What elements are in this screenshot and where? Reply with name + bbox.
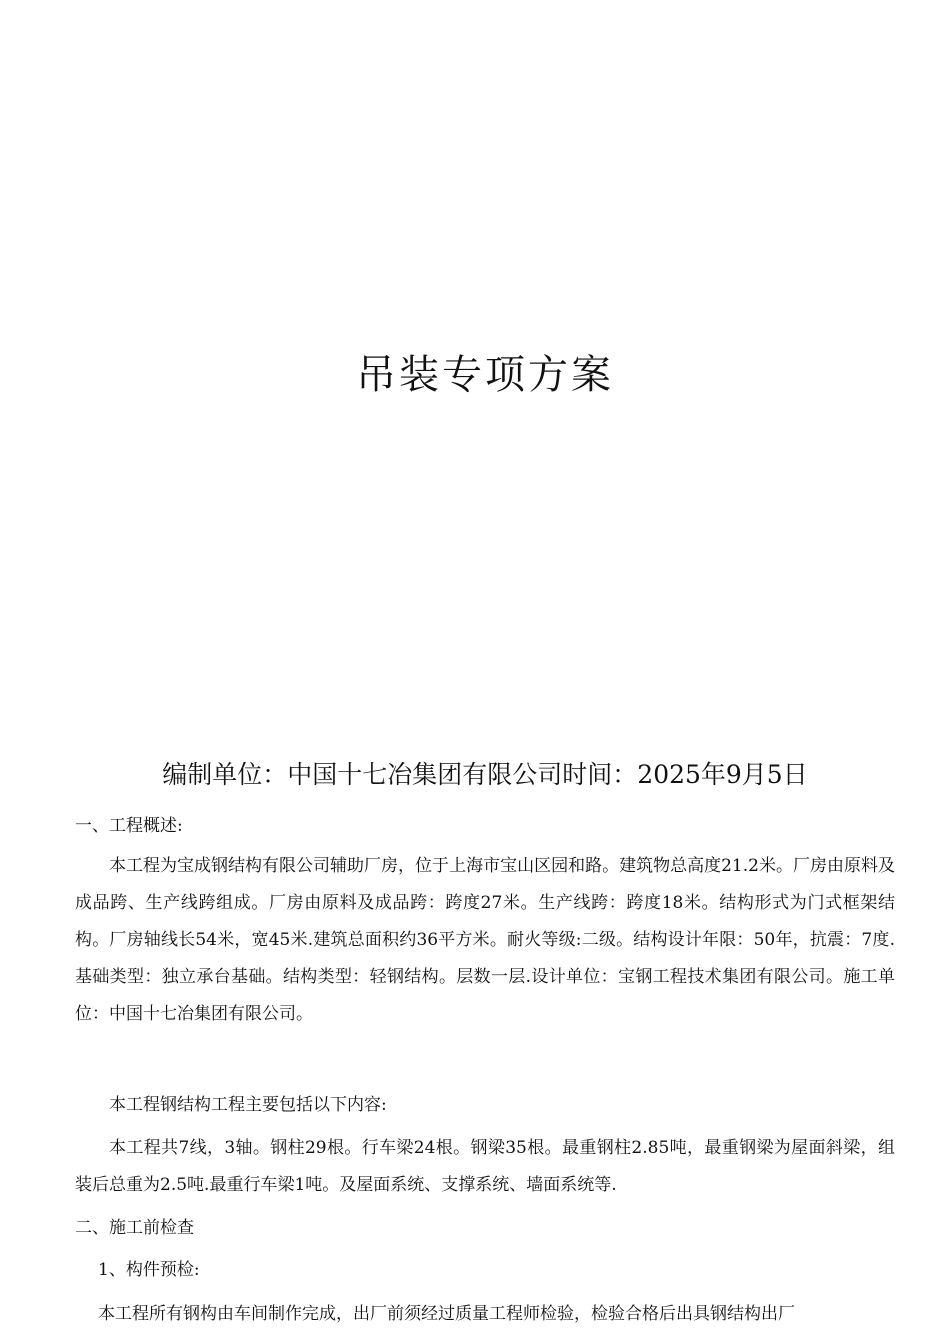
compiler-and-date-line: 编制单位：中国十七冶集团有限公司时间：2025年9月5日 xyxy=(162,760,808,789)
section-heading-pre-check: 二、施工前检查 xyxy=(75,1218,194,1238)
precheck-paragraph: 本工程所有钢构由车间制作完成，出厂前须经过质量工程师检验，检验合格后出具钢结构出厂 xyxy=(98,1304,795,1324)
section-heading-overview: 一、工程概述: xyxy=(75,816,183,836)
scope-intro-paragraph: 本工程钢结构工程主要包括以下内容: xyxy=(109,1095,387,1115)
sub-heading-member-precheck: 1、构件预检: xyxy=(98,1260,200,1280)
document-title: 吊装专项方案 xyxy=(356,352,614,398)
member-count-paragraph: 本工程共7线，3轴。钢柱29根。行车梁24根。钢梁35根。最重钢柱2.85吨，最重钢梁为屋面斜梁，组装后总重为2.5吨.最重行车梁1吨。及屋面系统、支撑系统、墙面系统等. xyxy=(75,1138,895,1195)
overview-paragraph: 本工程为宝成钢结构有限公司辅助厂房，位于上海市宝山区园和路。建筑物总高度21.2米。厂房由原料及成品跨、生产线跨组成。厂房由原料及成品跨：跨度27米。生产线跨：跨度18米。结构形式为门式框架结构。厂房轴线长54米，宽45米.建筑总面积约36平方米。耐火等级:二级。结构设计年限：50年，抗震：7度.基础类型：独立承台基础。结构类型：轻钢结构。层数一层.设计单位：宝钢工程技术集团有限公司。施工单位：中国十七冶集团有限公司。 xyxy=(75,856,895,1024)
